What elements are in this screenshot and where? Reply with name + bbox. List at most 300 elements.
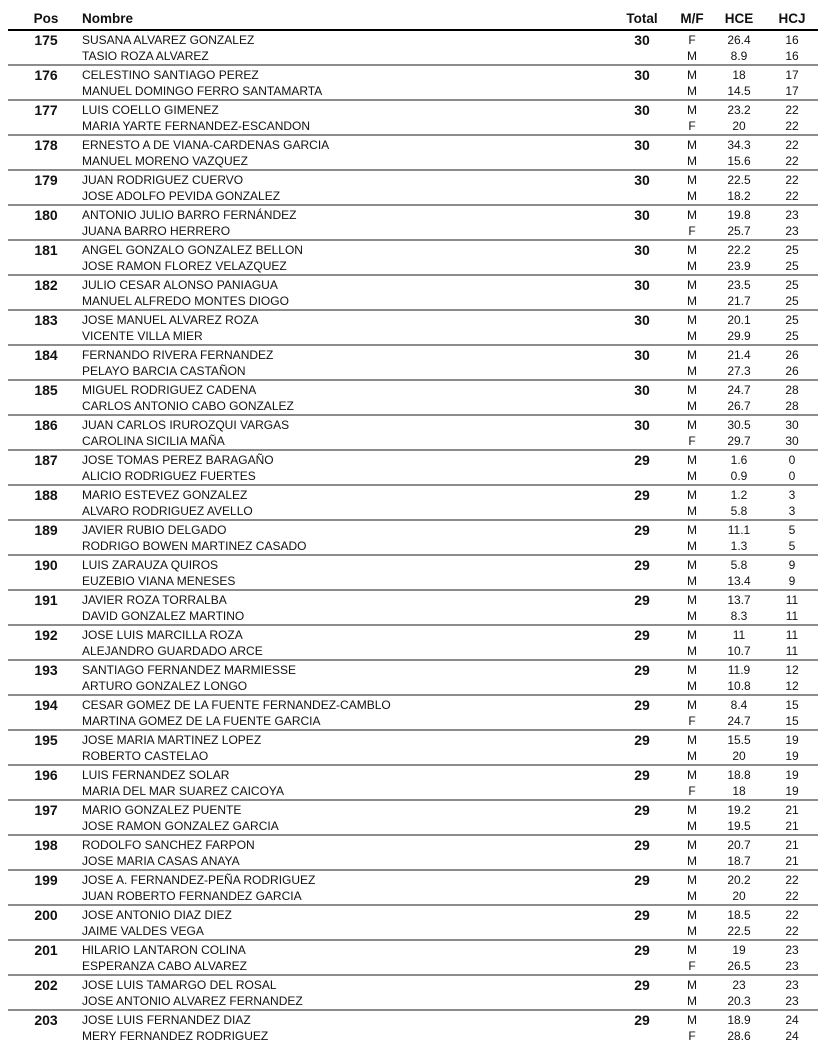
- player1-gender: M: [687, 243, 697, 257]
- player1-hce: 20.7: [727, 838, 751, 852]
- player-names-cell: [78, 67, 612, 99]
- player-names-cell: [78, 592, 612, 624]
- gender-cell: [672, 452, 712, 484]
- position-cell: 192: [34, 627, 58, 643]
- player2-gender: F: [688, 1029, 696, 1043]
- player1-hcj: 22: [785, 103, 799, 117]
- player2-hcj: 23: [785, 959, 799, 973]
- gender-cell: [672, 732, 712, 764]
- player2-name: JOSE ADOLFO PEVIDA GONZALEZ: [82, 189, 281, 203]
- hce-cell: [712, 417, 766, 449]
- player1-gender: M: [687, 523, 697, 537]
- player2-hce: 18.7: [727, 854, 751, 868]
- player2-hce: 22.5: [727, 924, 751, 938]
- player2-hce: 0.9: [730, 469, 748, 483]
- gender-cell: [672, 627, 712, 659]
- player1-gender: M: [687, 103, 697, 117]
- player2-hce: 8.9: [730, 49, 748, 63]
- player1-gender: M: [687, 418, 697, 432]
- player1-name: MARIO GONZALEZ PUENTE: [82, 803, 242, 817]
- hce-cell: [712, 242, 766, 274]
- total-cell: 29: [634, 522, 650, 538]
- hcj-cell: [766, 102, 818, 134]
- player2-gender: M: [687, 399, 697, 413]
- hcj-cell: [766, 312, 818, 344]
- player1-hcj: 30: [785, 418, 799, 432]
- player1-hce: 15.5: [727, 733, 751, 747]
- hce-cell: [712, 977, 766, 1009]
- position-cell: 202: [34, 977, 58, 993]
- player2-hcj: 28: [785, 399, 799, 413]
- player2-gender: M: [687, 189, 697, 203]
- player1-gender: M: [687, 873, 697, 887]
- player2-gender: M: [687, 854, 697, 868]
- hcj-cell: [766, 977, 818, 1009]
- total-cell: 29: [634, 697, 650, 713]
- total-cell: 29: [634, 627, 650, 643]
- gender-cell: [672, 557, 712, 589]
- player2-hcj: 22: [785, 924, 799, 938]
- hce-cell: [712, 487, 766, 519]
- player1-hce: 8.4: [730, 698, 748, 712]
- player2-hcj: 22: [785, 889, 799, 903]
- player1-hcj: 24: [785, 1013, 799, 1027]
- hce-cell: [712, 557, 766, 589]
- results-body: [8, 31, 818, 1044]
- player2-gender: M: [687, 749, 697, 763]
- total-cell: 30: [634, 32, 650, 48]
- hcj-cell: [766, 382, 818, 414]
- player2-gender: M: [687, 644, 697, 658]
- player1-name: JUAN RODRIGUEZ CUERVO: [82, 173, 244, 187]
- total-cell: 30: [634, 137, 650, 153]
- player-names-cell: [78, 1012, 612, 1044]
- position-cell: 194: [34, 697, 58, 713]
- position-cell: 176: [34, 67, 58, 83]
- player2-name: MARTINA GOMEZ DE LA FUENTE GARCIA: [82, 714, 321, 728]
- hce-cell: [712, 732, 766, 764]
- gender-cell: [672, 67, 712, 99]
- player2-gender: M: [687, 889, 697, 903]
- pair-result-row: [8, 449, 818, 484]
- player2-name: MARIA DEL MAR SUAREZ CAICOYA: [82, 784, 285, 798]
- player2-name: MERY FERNANDEZ RODRIGUEZ: [82, 1029, 269, 1043]
- hcj-cell: [766, 242, 818, 274]
- gender-cell: [672, 137, 712, 169]
- player1-hce: 24.7: [727, 383, 751, 397]
- player2-hcj: 11: [785, 644, 799, 658]
- player-names-cell: [78, 627, 612, 659]
- hce-cell: [712, 382, 766, 414]
- player2-gender: F: [688, 959, 696, 973]
- player2-hce: 13.4: [727, 574, 751, 588]
- total-cell: 29: [634, 802, 650, 818]
- pair-result-row: [8, 484, 818, 519]
- col-header-mf: M/F: [680, 11, 704, 26]
- player1-hce: 22.2: [727, 243, 751, 257]
- player1-hce: 11.9: [727, 663, 751, 677]
- player2-hcj: 17: [785, 84, 799, 98]
- total-cell: 30: [634, 102, 650, 118]
- position-cell: 197: [34, 802, 58, 818]
- hcj-cell: [766, 697, 818, 729]
- pair-result-row: [8, 589, 818, 624]
- player-names-cell: [78, 837, 612, 869]
- player-names-cell: [78, 732, 612, 764]
- player1-gender: M: [687, 313, 697, 327]
- player2-name: JAIME VALDES VEGA: [82, 924, 204, 938]
- hcj-cell: [766, 137, 818, 169]
- gender-cell: [672, 102, 712, 134]
- player1-hce: 18.5: [727, 908, 751, 922]
- player2-hce: 27.3: [727, 364, 751, 378]
- pair-result-row: [8, 414, 818, 449]
- player1-gender: M: [687, 558, 697, 572]
- player2-gender: M: [687, 574, 697, 588]
- hce-cell: [712, 872, 766, 904]
- total-cell: 29: [634, 767, 650, 783]
- table-header-row: [8, 0, 818, 31]
- player1-hcj: 11: [785, 593, 799, 607]
- player2-name: MANUEL ALFREDO MONTES DIOGO: [82, 294, 289, 308]
- player2-gender: F: [688, 434, 696, 448]
- player2-name: PELAYO BARCIA CASTAÑON: [82, 364, 246, 378]
- player1-gender: M: [687, 1013, 697, 1027]
- player2-name: JOSE MARIA CASAS ANAYA: [82, 854, 240, 868]
- player1-hce: 11: [732, 628, 746, 642]
- player1-hcj: 25: [785, 313, 799, 327]
- player1-hcj: 0: [788, 453, 796, 467]
- hcj-cell: [766, 487, 818, 519]
- hcj-cell: [766, 207, 818, 239]
- player1-hcj: 23: [785, 943, 799, 957]
- hcj-cell: [766, 942, 818, 974]
- player1-gender: M: [687, 803, 697, 817]
- player1-gender: M: [687, 278, 697, 292]
- total-cell: 29: [634, 452, 650, 468]
- player2-hce: 18: [732, 784, 746, 798]
- position-cell: 198: [34, 837, 58, 853]
- player2-name: MARIA YARTE FERNANDEZ-ESCANDON: [82, 119, 311, 133]
- player2-hce: 5.8: [730, 504, 748, 518]
- total-cell: 30: [634, 312, 650, 328]
- position-cell: 203: [34, 1012, 58, 1028]
- player1-name: LUIS ZARAUZA QUIROS: [82, 558, 219, 572]
- player-names-cell: [78, 977, 612, 1009]
- player2-name: JOSE ANTONIO ALVAREZ FERNANDEZ: [82, 994, 303, 1008]
- hce-cell: [712, 837, 766, 869]
- player-names-cell: [78, 277, 612, 309]
- player1-name: JOSE TOMAS PEREZ BARAGAÑO: [82, 453, 274, 467]
- player2-name: JUAN ROBERTO FERNANDEZ GARCIA: [82, 889, 302, 903]
- pair-result-row: [8, 519, 818, 554]
- player1-gender: F: [688, 33, 696, 47]
- player1-gender: M: [687, 138, 697, 152]
- hce-cell: [712, 522, 766, 554]
- pair-result-row: [8, 834, 818, 869]
- hce-cell: [712, 67, 766, 99]
- player2-gender: M: [687, 539, 697, 553]
- player2-gender: M: [687, 259, 697, 273]
- position-cell: 178: [34, 137, 58, 153]
- player-names-cell: [78, 102, 612, 134]
- player1-hce: 13.7: [727, 593, 751, 607]
- pair-result-row: [8, 974, 818, 1009]
- pair-result-row: [8, 694, 818, 729]
- player2-hce: 26.5: [727, 959, 751, 973]
- player1-name: JAVIER RUBIO DELGADO: [82, 523, 227, 537]
- player1-hcj: 9: [788, 558, 796, 572]
- player1-hcj: 25: [785, 278, 799, 292]
- total-cell: 30: [634, 207, 650, 223]
- player2-hce: 24.7: [727, 714, 751, 728]
- player2-name: RODRIGO BOWEN MARTINEZ CASADO: [82, 539, 307, 553]
- col-header-hcj: HCJ: [778, 11, 806, 26]
- player2-hce: 10.7: [727, 644, 751, 658]
- player1-gender: M: [687, 698, 697, 712]
- player1-name: JOSE LUIS MARCILLA ROZA: [82, 628, 243, 642]
- gender-cell: [672, 32, 712, 64]
- total-cell: 29: [634, 977, 650, 993]
- hcj-cell: [766, 732, 818, 764]
- player-names-cell: [78, 452, 612, 484]
- player1-hce: 22.5: [727, 173, 751, 187]
- player2-name: EUZEBIO VIANA MENESES: [82, 574, 236, 588]
- player1-hce: 34.3: [727, 138, 751, 152]
- player1-hce: 11.1: [727, 523, 751, 537]
- player1-gender: M: [687, 383, 697, 397]
- player2-hcj: 23: [785, 994, 799, 1008]
- hcj-cell: [766, 1012, 818, 1044]
- position-cell: 180: [34, 207, 58, 223]
- player1-name: JOSE LUIS TAMARGO DEL ROSAL: [82, 978, 277, 992]
- gender-cell: [672, 592, 712, 624]
- player2-hce: 18.2: [727, 189, 751, 203]
- player-names-cell: [78, 32, 612, 64]
- gender-cell: [672, 417, 712, 449]
- gender-cell: [672, 872, 712, 904]
- player1-gender: M: [687, 908, 697, 922]
- total-cell: 29: [634, 487, 650, 503]
- player2-hcj: 3: [788, 504, 796, 518]
- player2-name: ALVARO RODRIGUEZ AVELLO: [82, 504, 253, 518]
- player2-gender: M: [687, 364, 697, 378]
- col-header-total: Total: [626, 11, 658, 26]
- player1-name: JOSE ANTONIO DIAZ DIEZ: [82, 908, 232, 922]
- pair-result-row: [8, 1009, 818, 1044]
- total-cell: 29: [634, 837, 650, 853]
- player1-name: MIGUEL RODRIGUEZ CADENA: [82, 383, 257, 397]
- player2-name: ESPERANZA CABO ALVAREZ: [82, 959, 247, 973]
- hcj-cell: [766, 277, 818, 309]
- hcj-cell: [766, 67, 818, 99]
- player-names-cell: [78, 172, 612, 204]
- hcj-cell: [766, 557, 818, 589]
- player2-gender: F: [688, 714, 696, 728]
- player1-hcj: 17: [785, 68, 799, 82]
- pair-result-row: [8, 379, 818, 414]
- gender-cell: [672, 907, 712, 939]
- player1-hcj: 21: [785, 803, 799, 817]
- player2-hce: 8.3: [730, 609, 748, 623]
- player1-name: MARIO ESTEVEZ GONZALEZ: [82, 488, 248, 502]
- position-cell: 177: [34, 102, 58, 118]
- hcj-cell: [766, 592, 818, 624]
- gender-cell: [672, 242, 712, 274]
- player1-hcj: 5: [788, 523, 796, 537]
- player2-hce: 20: [732, 119, 746, 133]
- position-cell: 195: [34, 732, 58, 748]
- player2-gender: M: [687, 469, 697, 483]
- player-names-cell: [78, 697, 612, 729]
- player2-hcj: 9: [788, 574, 796, 588]
- hce-cell: [712, 277, 766, 309]
- player2-hcj: 25: [785, 259, 799, 273]
- hcj-cell: [766, 32, 818, 64]
- player1-name: JULIO CESAR ALONSO PANIAGUA: [82, 278, 278, 292]
- player2-hce: 23.9: [727, 259, 751, 273]
- player-names-cell: [78, 767, 612, 799]
- hce-cell: [712, 907, 766, 939]
- player2-hcj: 21: [785, 854, 799, 868]
- results-table: [8, 0, 818, 1044]
- pair-result-row: [8, 204, 818, 239]
- player2-gender: M: [687, 819, 697, 833]
- player1-hce: 23.2: [727, 103, 751, 117]
- total-cell: 29: [634, 662, 650, 678]
- player1-hcj: 23: [785, 208, 799, 222]
- player2-name: JUANA BARRO HERRERO: [82, 224, 231, 238]
- player1-hcj: 22: [785, 873, 799, 887]
- player1-gender: M: [687, 208, 697, 222]
- hce-cell: [712, 137, 766, 169]
- gender-cell: [672, 382, 712, 414]
- hce-cell: [712, 697, 766, 729]
- player2-gender: M: [687, 49, 697, 63]
- player2-hce: 26.7: [727, 399, 751, 413]
- player1-gender: M: [687, 453, 697, 467]
- player2-hcj: 22: [785, 189, 799, 203]
- player1-name: JUAN CARLOS IRUROZQUI VARGAS: [82, 418, 290, 432]
- player-names-cell: [78, 312, 612, 344]
- total-cell: 30: [634, 417, 650, 433]
- player2-hcj: 0: [788, 469, 796, 483]
- pair-result-row: [8, 31, 818, 64]
- player1-gender: M: [687, 348, 697, 362]
- hce-cell: [712, 207, 766, 239]
- player1-hcj: 3: [788, 488, 796, 502]
- player1-hce: 18.8: [727, 768, 751, 782]
- player-names-cell: [78, 347, 612, 379]
- gender-cell: [672, 802, 712, 834]
- player2-name: CARLOS ANTONIO CABO GONZALEZ: [82, 399, 294, 413]
- player2-gender: M: [687, 329, 697, 343]
- player2-name: DAVID GONZALEZ MARTINO: [82, 609, 245, 623]
- player1-hcj: 15: [785, 698, 799, 712]
- total-cell: 30: [634, 382, 650, 398]
- hcj-cell: [766, 452, 818, 484]
- gender-cell: [672, 487, 712, 519]
- player-names-cell: [78, 907, 612, 939]
- total-cell: 29: [634, 942, 650, 958]
- player-names-cell: [78, 382, 612, 414]
- pair-result-row: [8, 904, 818, 939]
- hcj-cell: [766, 627, 818, 659]
- position-cell: 188: [34, 487, 58, 503]
- player1-hce: 26.4: [727, 33, 751, 47]
- player2-name: ARTURO GONZALEZ LONGO: [82, 679, 248, 693]
- player2-gender: M: [687, 994, 697, 1008]
- player-names-cell: [78, 942, 612, 974]
- player1-name: LUIS FERNANDEZ SOLAR: [82, 768, 230, 782]
- player2-hcj: 26: [785, 364, 799, 378]
- player1-hce: 19.8: [727, 208, 751, 222]
- player1-name: JAVIER ROZA TORRALBA: [82, 593, 227, 607]
- player1-hcj: 22: [785, 138, 799, 152]
- hcj-cell: [766, 907, 818, 939]
- total-cell: 30: [634, 277, 650, 293]
- gender-cell: [672, 207, 712, 239]
- player1-gender: M: [687, 768, 697, 782]
- gender-cell: [672, 942, 712, 974]
- player1-gender: M: [687, 943, 697, 957]
- player1-hce: 20.1: [727, 313, 751, 327]
- player2-hce: 1.3: [730, 539, 748, 553]
- total-cell: 29: [634, 907, 650, 923]
- player2-hce: 20: [732, 889, 746, 903]
- player2-hcj: 16: [785, 49, 799, 63]
- player-names-cell: [78, 802, 612, 834]
- total-cell: 30: [634, 347, 650, 363]
- hce-cell: [712, 942, 766, 974]
- player1-gender: M: [687, 173, 697, 187]
- player1-hcj: 22: [785, 908, 799, 922]
- player2-hce: 19.5: [727, 819, 751, 833]
- pair-result-row: [8, 869, 818, 904]
- position-cell: 187: [34, 452, 58, 468]
- pair-result-row: [8, 309, 818, 344]
- player2-hce: 21.7: [727, 294, 751, 308]
- player2-hcj: 22: [785, 119, 799, 133]
- player1-hcj: 26: [785, 348, 799, 362]
- hcj-cell: [766, 872, 818, 904]
- player2-hcj: 12: [785, 679, 799, 693]
- gender-cell: [672, 977, 712, 1009]
- pair-result-row: [8, 764, 818, 799]
- player2-hcj: 30: [785, 434, 799, 448]
- player1-name: SANTIAGO FERNANDEZ MARMIESSE: [82, 663, 297, 677]
- player2-hcj: 21: [785, 819, 799, 833]
- pair-result-row: [8, 939, 818, 974]
- hcj-cell: [766, 837, 818, 869]
- hce-cell: [712, 452, 766, 484]
- player2-name: ALEJANDRO GUARDADO ARCE: [82, 644, 263, 658]
- player2-hcj: 23: [785, 224, 799, 238]
- pair-result-row: [8, 239, 818, 274]
- player2-name: ROBERTO CASTELAO: [82, 749, 209, 763]
- player-names-cell: [78, 417, 612, 449]
- player1-hcj: 19: [785, 733, 799, 747]
- position-cell: 199: [34, 872, 58, 888]
- player1-hce: 23: [732, 978, 746, 992]
- hce-cell: [712, 172, 766, 204]
- player2-hce: 10.8: [727, 679, 751, 693]
- player1-gender: M: [687, 838, 697, 852]
- position-cell: 182: [34, 277, 58, 293]
- total-cell: 30: [634, 67, 650, 83]
- total-cell: 29: [634, 732, 650, 748]
- gender-cell: [672, 697, 712, 729]
